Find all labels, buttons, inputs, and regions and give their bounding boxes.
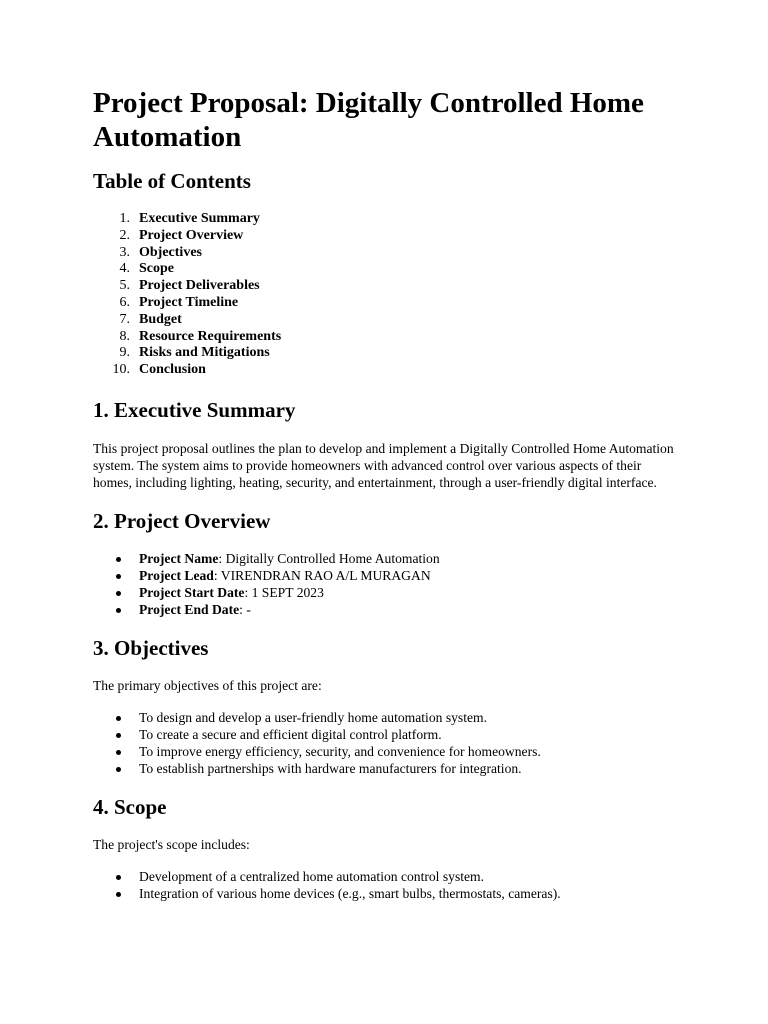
toc-item[interactable]	[93, 312, 678, 329]
list-item	[93, 726, 678, 743]
executive-summary-text: This project proposal outlines the plan to develop and implement a Digitally Controlled Home Automation system. The system aims to provide homeowners with advanced control over various aspects of their homes, including lighting, heating, security, and entertainment, through a user-friendly digital interface.	[93, 440, 674, 490]
toc-label: Resource Requirements	[139, 328, 282, 344]
toc-item[interactable]	[93, 329, 678, 346]
toc-item[interactable]	[93, 245, 678, 262]
toc-heading: Table of Contents	[93, 169, 251, 193]
toc-label: Scope	[139, 261, 174, 277]
objective-text: To improve energy efficiency, security, and convenience for homeowners.	[139, 743, 541, 759]
bullet-icon	[116, 767, 121, 772]
scope-intro: The project's scope includes:	[93, 836, 250, 852]
scope-list	[93, 868, 678, 902]
toc-number: 6.	[119, 294, 130, 310]
bullet-icon	[116, 608, 121, 613]
scope-text: Integration of various home devices (e.g., smart bulbs, thermostats, cameras).	[139, 885, 561, 901]
toc-label: Project Deliverables	[139, 278, 260, 294]
bullet-icon	[116, 557, 121, 562]
bullet-icon	[116, 875, 121, 880]
bullet-icon	[116, 574, 121, 579]
list-item	[93, 885, 678, 902]
overview-label: Project Name	[139, 550, 219, 566]
executive-summary-heading: 1. Executive Summary	[93, 397, 296, 422]
toc-item[interactable]	[93, 345, 678, 362]
overview-label: Project End Date	[139, 601, 240, 617]
toc-item[interactable]	[93, 295, 678, 312]
list-item	[93, 601, 678, 618]
toc-label: Project Overview	[139, 227, 244, 243]
project-overview-list	[93, 550, 678, 618]
toc-item[interactable]	[93, 211, 678, 228]
objective-text: To design and develop a user-friendly home automation system.	[139, 709, 487, 725]
toc-label: Risks and Mitigations	[139, 345, 270, 361]
list-item	[93, 567, 678, 584]
toc-number: 2.	[119, 227, 130, 243]
toc-item[interactable]	[93, 362, 678, 379]
overview-label: Project Start Date	[139, 584, 245, 600]
list-item	[93, 868, 678, 885]
objectives-heading: 3. Objectives	[93, 635, 209, 660]
list-item	[93, 709, 678, 726]
toc-item[interactable]	[93, 228, 678, 245]
bullet-icon	[116, 591, 121, 596]
toc-number: 3.	[119, 244, 130, 260]
objective-text: To establish partnerships with hardware manufacturers for integration.	[139, 760, 522, 776]
list-item	[93, 550, 678, 567]
list-item	[93, 743, 678, 760]
toc-number: 5.	[119, 278, 130, 294]
overview-value: : 1 SEPT 2023	[244, 584, 324, 600]
list-item	[93, 760, 678, 777]
toc-label: Objectives	[139, 244, 202, 260]
toc-label: Budget	[139, 311, 182, 327]
toc-number: 1.	[119, 211, 130, 226]
scope-text: Development of a centralized home automation control system.	[139, 868, 485, 884]
list-item	[93, 584, 678, 601]
overview-value: : Digitally Controlled Home Automation	[218, 550, 440, 566]
toc-number: 8.	[119, 328, 130, 344]
toc-number: 10.	[112, 362, 130, 378]
bullet-icon	[116, 716, 121, 721]
table-of-contents	[93, 211, 678, 379]
overview-label: Project Lead	[139, 567, 214, 583]
overview-value: : VIRENDRAN RAO A/L MURAGAN	[213, 567, 431, 583]
bullet-icon	[116, 733, 121, 738]
bullet-icon	[116, 750, 121, 755]
scope-heading: 4. Scope	[93, 794, 167, 819]
overview-value: : -	[239, 601, 251, 617]
toc-label: Conclusion	[139, 362, 206, 378]
toc-number: 4.	[119, 261, 130, 277]
toc-label: Project Timeline	[139, 294, 239, 310]
toc-item[interactable]	[93, 278, 678, 295]
objective-text: To create a secure and efficient digital control platform.	[139, 726, 442, 742]
toc-number: 7.	[119, 311, 130, 327]
toc-number: 9.	[119, 345, 130, 361]
page-title: Project Proposal: Digitally Controlled Home Automation	[93, 87, 644, 153]
project-overview-heading: 2. Project Overview	[93, 508, 271, 533]
toc-item[interactable]	[93, 261, 678, 278]
toc-label: Executive Summary	[139, 211, 260, 226]
objectives-intro: The primary objectives of this project are:	[93, 677, 322, 693]
objectives-list	[93, 709, 678, 777]
bullet-icon	[116, 892, 121, 897]
